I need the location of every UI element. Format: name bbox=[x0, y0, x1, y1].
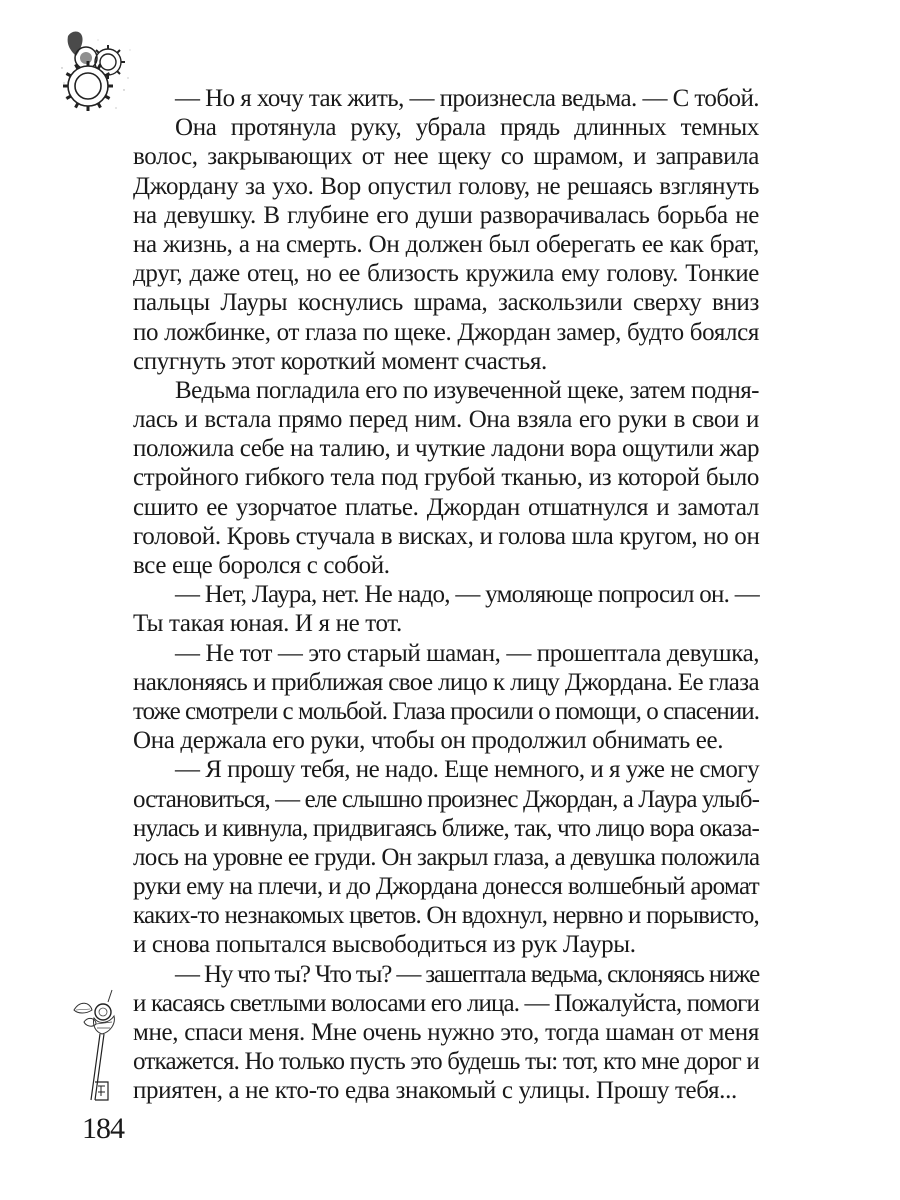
text-line: по ложбинке, от глаза по щеке. Джордан замер, будто боялся bbox=[133, 318, 759, 346]
text-line: — Ну что ты? Что ты? — зашептала ведьма, склоняясь ниже bbox=[175, 960, 759, 988]
text-line: — Не тот — это старый шаман, — прошептала девушка, bbox=[175, 639, 760, 667]
text-line: спугнуть этот короткий момент счастья. bbox=[133, 347, 547, 375]
text-line: Ведьма погладила его по изувеченной щеке, затем подня- bbox=[175, 376, 759, 404]
page-body-text bbox=[133, 84, 759, 1106]
text-line: тоже смотрели с мольбой. Глаза просили о помощи, о спасении. bbox=[133, 697, 759, 725]
text-line: Ты такая юная. И я не тот. bbox=[133, 610, 402, 638]
gears-ornament-icon bbox=[58, 28, 138, 118]
text-line: — Я прошу тебя, не надо. Еще немного, и я уже не смогу bbox=[175, 756, 760, 784]
text-line: Джордану за ухо. Вор опустил голову, не решаясь взглянуть bbox=[133, 172, 759, 200]
text-line: Она держала его руки, чтобы он продолжил обнимать ее. bbox=[133, 727, 724, 755]
text-line: на жизнь, а на смерть. Он должен был оберегать ее как брат, bbox=[133, 230, 759, 258]
text-line: положила себе на талию, и чуткие ладони вора ощутили жар bbox=[133, 435, 760, 463]
text-line: лась и встала прямо перед ним. Она взяла его руки в свои и bbox=[133, 406, 759, 434]
text-line: пальцы Лауры коснулись шрама, заскользили сверху вниз bbox=[133, 289, 759, 317]
text-line: Она протянула руку, убрала прядь длинных темных bbox=[175, 114, 759, 142]
text-line: каких-то незнакомых цветов. Он вдохнул, нервно и порывисто, bbox=[133, 902, 759, 930]
text-line: откажется. Но только пусть это будешь ты: тот, кто мне дорог и bbox=[133, 1048, 759, 1076]
text-line: остановиться, — еле слышно произнес Джордан, а Лаура улыб- bbox=[133, 785, 759, 813]
text-line: сшито ее узорчатое платье. Джордан отшатнулся и замотал bbox=[133, 493, 759, 521]
text-line: лось на уровне ее груди. Он закрыл глаза, а девушка положила bbox=[133, 843, 760, 871]
page-number: 184 bbox=[82, 1112, 124, 1145]
text-line: друг, даже отец, но ее близость кружила ему голову. Тонкие bbox=[133, 260, 759, 288]
text-line: на девушку. В глубине его души разворачивалась борьба не bbox=[133, 201, 759, 229]
text-line: наклоняясь и приближая свое лицо к лицу Джордана. Ее глаза bbox=[133, 668, 759, 696]
text-line: нулась и кивнула, придвигаясь ближе, так, что лицо вора оказа- bbox=[133, 814, 759, 842]
text-line: руки ему на плечи, и до Джордана донесся волшебный аромат bbox=[133, 873, 759, 901]
text-line: — Нет, Лаура, нет. Не надо, — умоляюще попросил он. — bbox=[175, 581, 759, 609]
text-line: волос, закрывающих от нее щеку со шрамом, и заправила bbox=[133, 143, 759, 171]
text-line: и снова попытался высвободиться из рук Лауры. bbox=[133, 931, 636, 959]
text-line: мне, спаси меня. Мне очень нужно это, тогда шаман от меня bbox=[133, 1019, 759, 1046]
text-line: приятен, а не кто-то едва знакомый с улицы. Прошу тебя... bbox=[133, 1077, 737, 1105]
text-line: головой. Кровь стучала в висках, и голова шла кругом, но он bbox=[133, 522, 760, 550]
text-line: и касаясь светлыми волосами его лица. — Пожалуйста, помоги bbox=[133, 989, 759, 1017]
text-line: стройного гибкого тела под грубой тканью, из которой было bbox=[133, 464, 759, 492]
text-line: все еще боролся с собой. bbox=[133, 552, 390, 579]
text-line: — Но я хочу так жить, — произнесла ведьма. — С тобой. bbox=[175, 85, 759, 112]
key-ornament-icon bbox=[70, 988, 130, 1113]
